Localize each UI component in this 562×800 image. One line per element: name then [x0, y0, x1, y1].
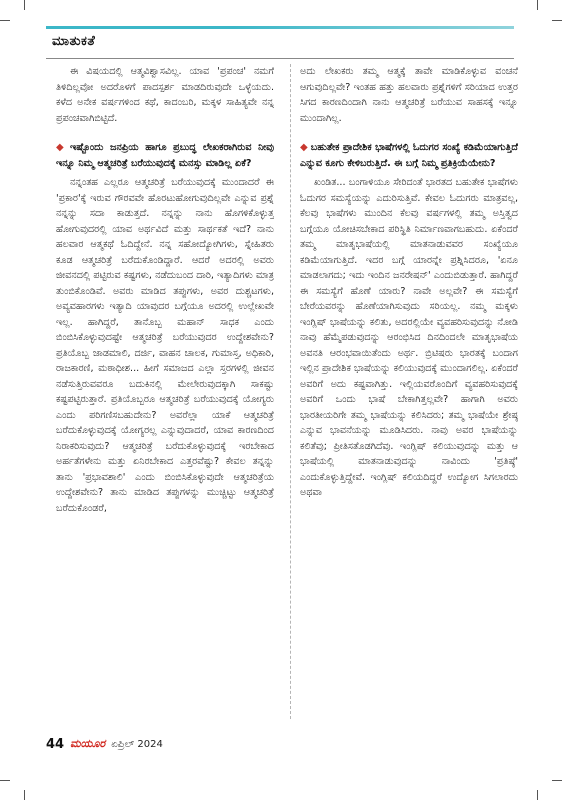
- crop-mark: [0, 780, 10, 781]
- page-number: 44: [46, 736, 65, 752]
- right-column: [300, 64, 518, 718]
- right-opening-paragraph: ಅದು ಲೇಖಕರು ತಮ್ಮ ಆತ್ಮಕ್ಕೆ ತಾವೇ ಮಾಡಿಕೊಳ್ಳುವ ವಂಚನೆ ಆಗುವುದಿಲ್ಲವೇ? ಇಂತಹ ಹತ್ತು ಹಲವಾರು ಪ್ರಶ್ನೆಗಳಿಗೆ ಸರಿಯಾದ ಉತ್ತರ ಸಿಗದ ಕಾರಣದಿಂದಾಗಿ ನಾನು ಆತ್ಮಚರಿತ್ರೆ ಬರೆಯುವ ಸಾಹಸಕ್ಕೆ ಇನ್ನೂ ಮುಂದಾಗಿಲ್ಲ.: [300, 66, 518, 124]
- diamond-bullet-icon: ◆: [56, 142, 67, 153]
- header-accent-bar: [46, 26, 514, 29]
- column-divider: [290, 64, 292, 719]
- question-text: ಇಷ್ಟೊಂದು ಜನಪ್ರಿಯ ಹಾಗೂ ಪ್ರಬುದ್ಧ ಲೇಖಕರಾಗಿರುವ ನೀವು ಇನ್ನೂ ನಿಮ್ಮ ಆತ್ಮಚರಿತ್ರೆ ಬರೆಯುವುದಕ್ಕೆ ಮನಸ್ಸು ಮಾಡಿಲ್ಲ ಏಕೆ?: [56, 142, 274, 169]
- magazine-logo: ಮಯೂರ: [70, 737, 106, 750]
- left-column: [56, 64, 274, 718]
- page-footer: [46, 734, 163, 754]
- section-title: ಮಾತುಕತೆ: [52, 34, 96, 49]
- crop-mark: [24, 0, 25, 10]
- issue-date: ಏಪ್ರಿಲ್ 2024: [111, 738, 163, 750]
- question-text: ಬಹುತೇಕ ಪ್ರಾದೇಶಿಕ ಭಾಷೆಗಳಲ್ಲಿ ಓದುಗರ ಸಂಖ್ಯೆ ಕಡಿಮೆಯಾಗುತ್ತಿದೆ ಎನ್ನುವ ಕೂಗು ಕೇಳಿಬರುತ್ತಿದೆ. ಈ ಬಗ್ಗೆ ನಿಮ್ಮ ಪ್ರತಿಕ್ರಿಯೆಯೇನು?: [300, 142, 518, 169]
- left-opening-paragraph: ಈ ವಿಷಯದಲ್ಲಿ ಆತ್ಮವಿಶ್ವಾಸವಿಲ್ಲ. ಯಾವ 'ಪ್ರಪಂಚ' ನಮಗೆ ತಿಳಿದಿಲ್ಲವೋ ಅದರೊಳಗೆ ಪಾದಸ್ಪರ್ಶ ಮಾಡದಿರುವುದೇ ಒಳ್ಳೆಯದು. ಕಳೆದ ಅನೇಕ ವರ್ಷಗಳಿಂದ ಕಥೆ, ಕಾದಂಬರಿ, ಮಕ್ಕಳ ಸಾಹಿತ್ಯವೇ ನನ್ನ ಪ್ರಪಂಚವಾಗಿಬಿಟ್ಟಿದೆ.: [56, 66, 274, 124]
- crop-mark: [0, 20, 10, 21]
- header-divider: [46, 58, 514, 59]
- crop-mark: [537, 790, 538, 800]
- crop-mark: [552, 780, 562, 781]
- crop-mark: [24, 790, 25, 800]
- answer-paragraph: ನನ್ನಂತಹ ಎಲ್ಲರೂ ಆತ್ಮಚರಿತ್ರೆ ಬರೆಯುವುದಕ್ಕೆ ಮುಂದಾದರೆ ಈ 'ಪ್ರಕಾರ'ಕ್ಕೆ ಇರುವ ಗೌರವವೇ ಹೊರಟುಹೋಗುವುದಿಲ್ಲವೇ ಎನ್ನುವ ಪ್ರಶ್ನೆ ನನ್ನನ್ನು ಸದಾ ಕಾಡುತ್ತದೆ. ನನ್ನನ್ನು ನಾನು ಹೊಗಳಿಕೊಳ್ಳುತ್ತ ಹೋಗುವುದರಲ್ಲಿ ಯಾವ ಅರ್ಥವಿದೆ ಮತ್ತು ಸಾರ್ಥಕತೆ ಇದೆ? ನಾನು ಹಲವಾರ ಆತ್ಮಕಥೆ ಓದಿದ್ದೇನೆ. ನನ್ನ ಸಹೋದ್ಯೋಗಿಗಳು, ಸ್ನೇಹಿತರು ಕೂಡ ಆತ್ಮಚರಿತ್ರೆ ಬರೆದುಕೊಂಡಿದ್ದಾರೆ. ಆದರೆ ಅದರಲ್ಲಿ ಅವರು ಜೀವನದಲ್ಲಿ ಪಟ್ಟಿರುವ ಕಷ್ಟಗಳು, ನಡೆದುಬಂದ ದಾರಿ, ಇತ್ಯಾದಿಗಳು ಮಾತ್ರ ತುಂಬಿಕೊಂಡಿವೆ. ಅವರು ಮಾಡಿದ ತಪ್ಪುಗಳು, ಅವರ ದುಶ್ಚಟಗಳು, ಅವ್ಯವಹಾರಗಳು ಇತ್ಯಾದಿ ಯಾವುದರ ಬಗ್ಗೆಯೂ ಅದರಲ್ಲಿ ಉಲ್ಲೇಖವೇ ಇಲ್ಲ. ಹಾಗಿದ್ದರೆ, ತಾನೊಬ್ಬ ಮಹಾನ್ ಸಾಧಕ ಎಂದು ಬಿಂಬಿಸಿಕೊಳ್ಳುವುದಷ್ಟೇ ಆತ್ಮಚರಿತ್ರೆ ಬರೆಯುವುದರ ಉದ್ದೇಶವೇನು? ಪ್ರತಿಯೊಬ್ಬ ಜಾಡಮಾಲಿ, ದರ್ಜಿ, ವಾಹನ ಚಾಲಕ, ಗುಮಾಸ್ತ, ಅಧಿಕಾರಿ, ರಾಜಕಾರಣಿ, ಮಠಾಧೀಶ... ಹೀಗೆ ಸಮಾಜದ ಎಲ್ಲಾ ಸ್ತರಗಳಲ್ಲಿ ಜೀವನ ನಡೆಸುತ್ತಿರುವವರೂ ಬದುಕಿನಲ್ಲಿ ಮೇಲೇರುವುದಕ್ಕಾಗಿ ಸಾಕಷ್ಟು ಕಷ್ಟಪಟ್ಟಿರುತ್ತಾರೆ. ಪ್ರತಿಯೊಬ್ಬರೂ ಆತ್ಮಚರಿತ್ರೆ ಬರೆಯುವುದಕ್ಕೆ ಯೋಗ್ಯರು ಎಂದು ಪರಿಗಣಿಸಬಹುದೇನು? ಅವರೆಲ್ಲಾ ಯಾಕೆ ಆತ್ಮಚರಿತ್ರೆ ಬರೆದುಕೊಳ್ಳುವುದಕ್ಕೆ ಯೋಗ್ಯರಲ್ಲ ಎನ್ನುವುದಾದರೆ, ಯಾವ ಕಾರಣದಿಂದ ನಿರಾಕರಿಸುವುದು? ಆತ್ಮಚರಿತ್ರೆ ಬರೆದುಕೊಳ್ಳುವುದಕ್ಕೆ ಇರಬೇಕಾದ ಅರ್ಹತೆಗಳೇನು ಮತ್ತು ಏನಿರಬೇಕಾದ ಎತ್ತರವೆಷ್ಟು? ಕೇವಲ ತನ್ನನ್ನು ತಾನು 'ಪ್ರಭಾವಶಾಲಿ' ಎಂದು ಬಿಂಬಿಸಿಕೊಳ್ಳುವುದೇ ಆತ್ಮಚರಿತ್ರೆಯ ಉದ್ದೇಶವೇನು? ತಾನು ಮಾಡಿದ ತಪ್ಪುಗಳನ್ನು ಮುಚ್ಚಿಟ್ಟು ಆತ್ಮಚರಿತ್ರೆ ಬರೆದುಕೊಂಡರೆ,: [56, 177, 274, 514]
- diamond-bullet-icon: ◆: [300, 142, 308, 153]
- interview-question: [300, 140, 518, 171]
- interview-question: [56, 140, 274, 171]
- answer-paragraph: ಖಂಡಿತ... ಬಂಗಾಳಿಯೂ ಸೇರಿದಂತೆ ಭಾರತದ ಬಹುತೇಕ ಭಾಷೆಗಳು ಓದುಗರ ಸಮಸ್ಯೆಯನ್ನು ಎದುರಿಸುತ್ತಿವೆ. ಕೇವಲ ಓದುಗರು ಮಾತ್ರವಲ್ಲ, ಕೆಲವು ಭಾಷೆಗಳು ಮುಂದಿನ ಕೆಲವು ವರ್ಷಗಳಲ್ಲಿ ತಮ್ಮ ಅಸ್ತಿತ್ವದ ಬಗ್ಗೆಯೂ ಯೋಚಿಸಬೇಕಾದ ಪರಿಸ್ಥಿತಿ ನಿರ್ಮಾಣವಾಗಬಹುದು. ಏಕೆಂದರೆ ತಮ್ಮ ಮಾತೃಭಾಷೆಯಲ್ಲಿ ಮಾತನಾಡುವವರ ಸಂಖ್ಯೆಯೂ ಕಡಿಮೆಯಾಗುತ್ತಿದೆ. ಇದರ ಬಗ್ಗೆ ಯಾರನ್ನೇ ಪ್ರಶ್ನಿಸಿದರೂ, 'ಏನೂ ಮಾಡಲಾಗದು; ಇದು ಇಂದಿನ ಜನರೇಷನ್' ಎಂದುಬಿಡುತ್ತಾರೆ. ಹಾಗಿದ್ದರೆ ಈ ಸಮಸ್ಯೆಗೆ ಹೊಣೆ ಯಾರು? ನಾವೇ ಅಲ್ಲವೇ? ಈ ಸಮಸ್ಯೆಗೆ ಬೇರೆಯವರನ್ನು ಹೊಣೆಯಾಗಿಸುವುದು ಸರಿಯಲ್ಲ. ನಮ್ಮ ಮಕ್ಕಳು ಇಂಗ್ಲಿಷ್ ಭಾಷೆಯನ್ನು ಕಲಿತು, ಅದರಲ್ಲಿಯೇ ವ್ಯವಹರಿಸುವುದನ್ನು ನೋಡಿ ನಾವು ಹೆಮ್ಮೆಪಡುವುದನ್ನು ಆರಂಭಿಸಿದ ದಿನದಿಂದಲೇ ಮಾತೃಭಾಷೆಯ ಅವನತಿ ಆರಂಭವಾಯಿತೆಂದು ಅರ್ಥ. ಬ್ರಿಟಿಷರು ಭಾರತಕ್ಕೆ ಬಂದಾಗ ಇಲ್ಲಿನ ಪ್ರಾದೇಶಿಕ ಭಾಷೆಯನ್ನು ಕಲಿಯುವುದಕ್ಕೆ ಮುಂದಾಗಲಿಲ್ಲ. ಏಕೆಂದರೆ ಅವರಿಗೆ ಅದು ಕಷ್ಟವಾಗಿತ್ತು. ಇಲ್ಲಿಯವರೊಂದಿಗೆ ವ್ಯವಹರಿಸುವುದಕ್ಕೆ ಅವರಿಗೆ ಒಂದು ಭಾಷೆ ಬೇಕಾಗಿತ್ತಲ್ಲವೇ? ಹಾಗಾಗಿ ಅವರು ಭಾರತೀಯರಿಗೇ ತಮ್ಮ ಭಾಷೆಯನ್ನು ಕಲಿಸಿದರು; ತಮ್ಮ ಭಾಷೆಯೇ ಶ್ರೇಷ್ಠ ಎನ್ನುವ ಭಾವನೆಯನ್ನು ಮೂಡಿಸಿದರು. ನಾವು ಅವರ ಭಾಷೆಯನ್ನು ಕಲಿತೆವು; ಪ್ರೀತಿಸತೊಡಗಿದೆವು. ಇಂಗ್ಲಿಷ್ ಕಲಿಯುವುದನ್ನು ಮತ್ತು ಆ ಭಾಷೆಯಲ್ಲಿ ಮಾತನಾಡುವುದನ್ನು ನಾವಿಂದು 'ಪ್ರತಿಷ್ಠೆ' ಎಂದುಕೊಳ್ಳುತ್ತಿದ್ದೇವೆ. ಇಂಗ್ಲಿಷ್ ಕಲಿಯದಿದ್ದರೆ ಉದ್ಯೋಗ ಸಿಗಲಾರದು ಅಥವಾ: [300, 177, 518, 498]
- crop-mark: [552, 20, 562, 21]
- crop-mark: [537, 0, 538, 10]
